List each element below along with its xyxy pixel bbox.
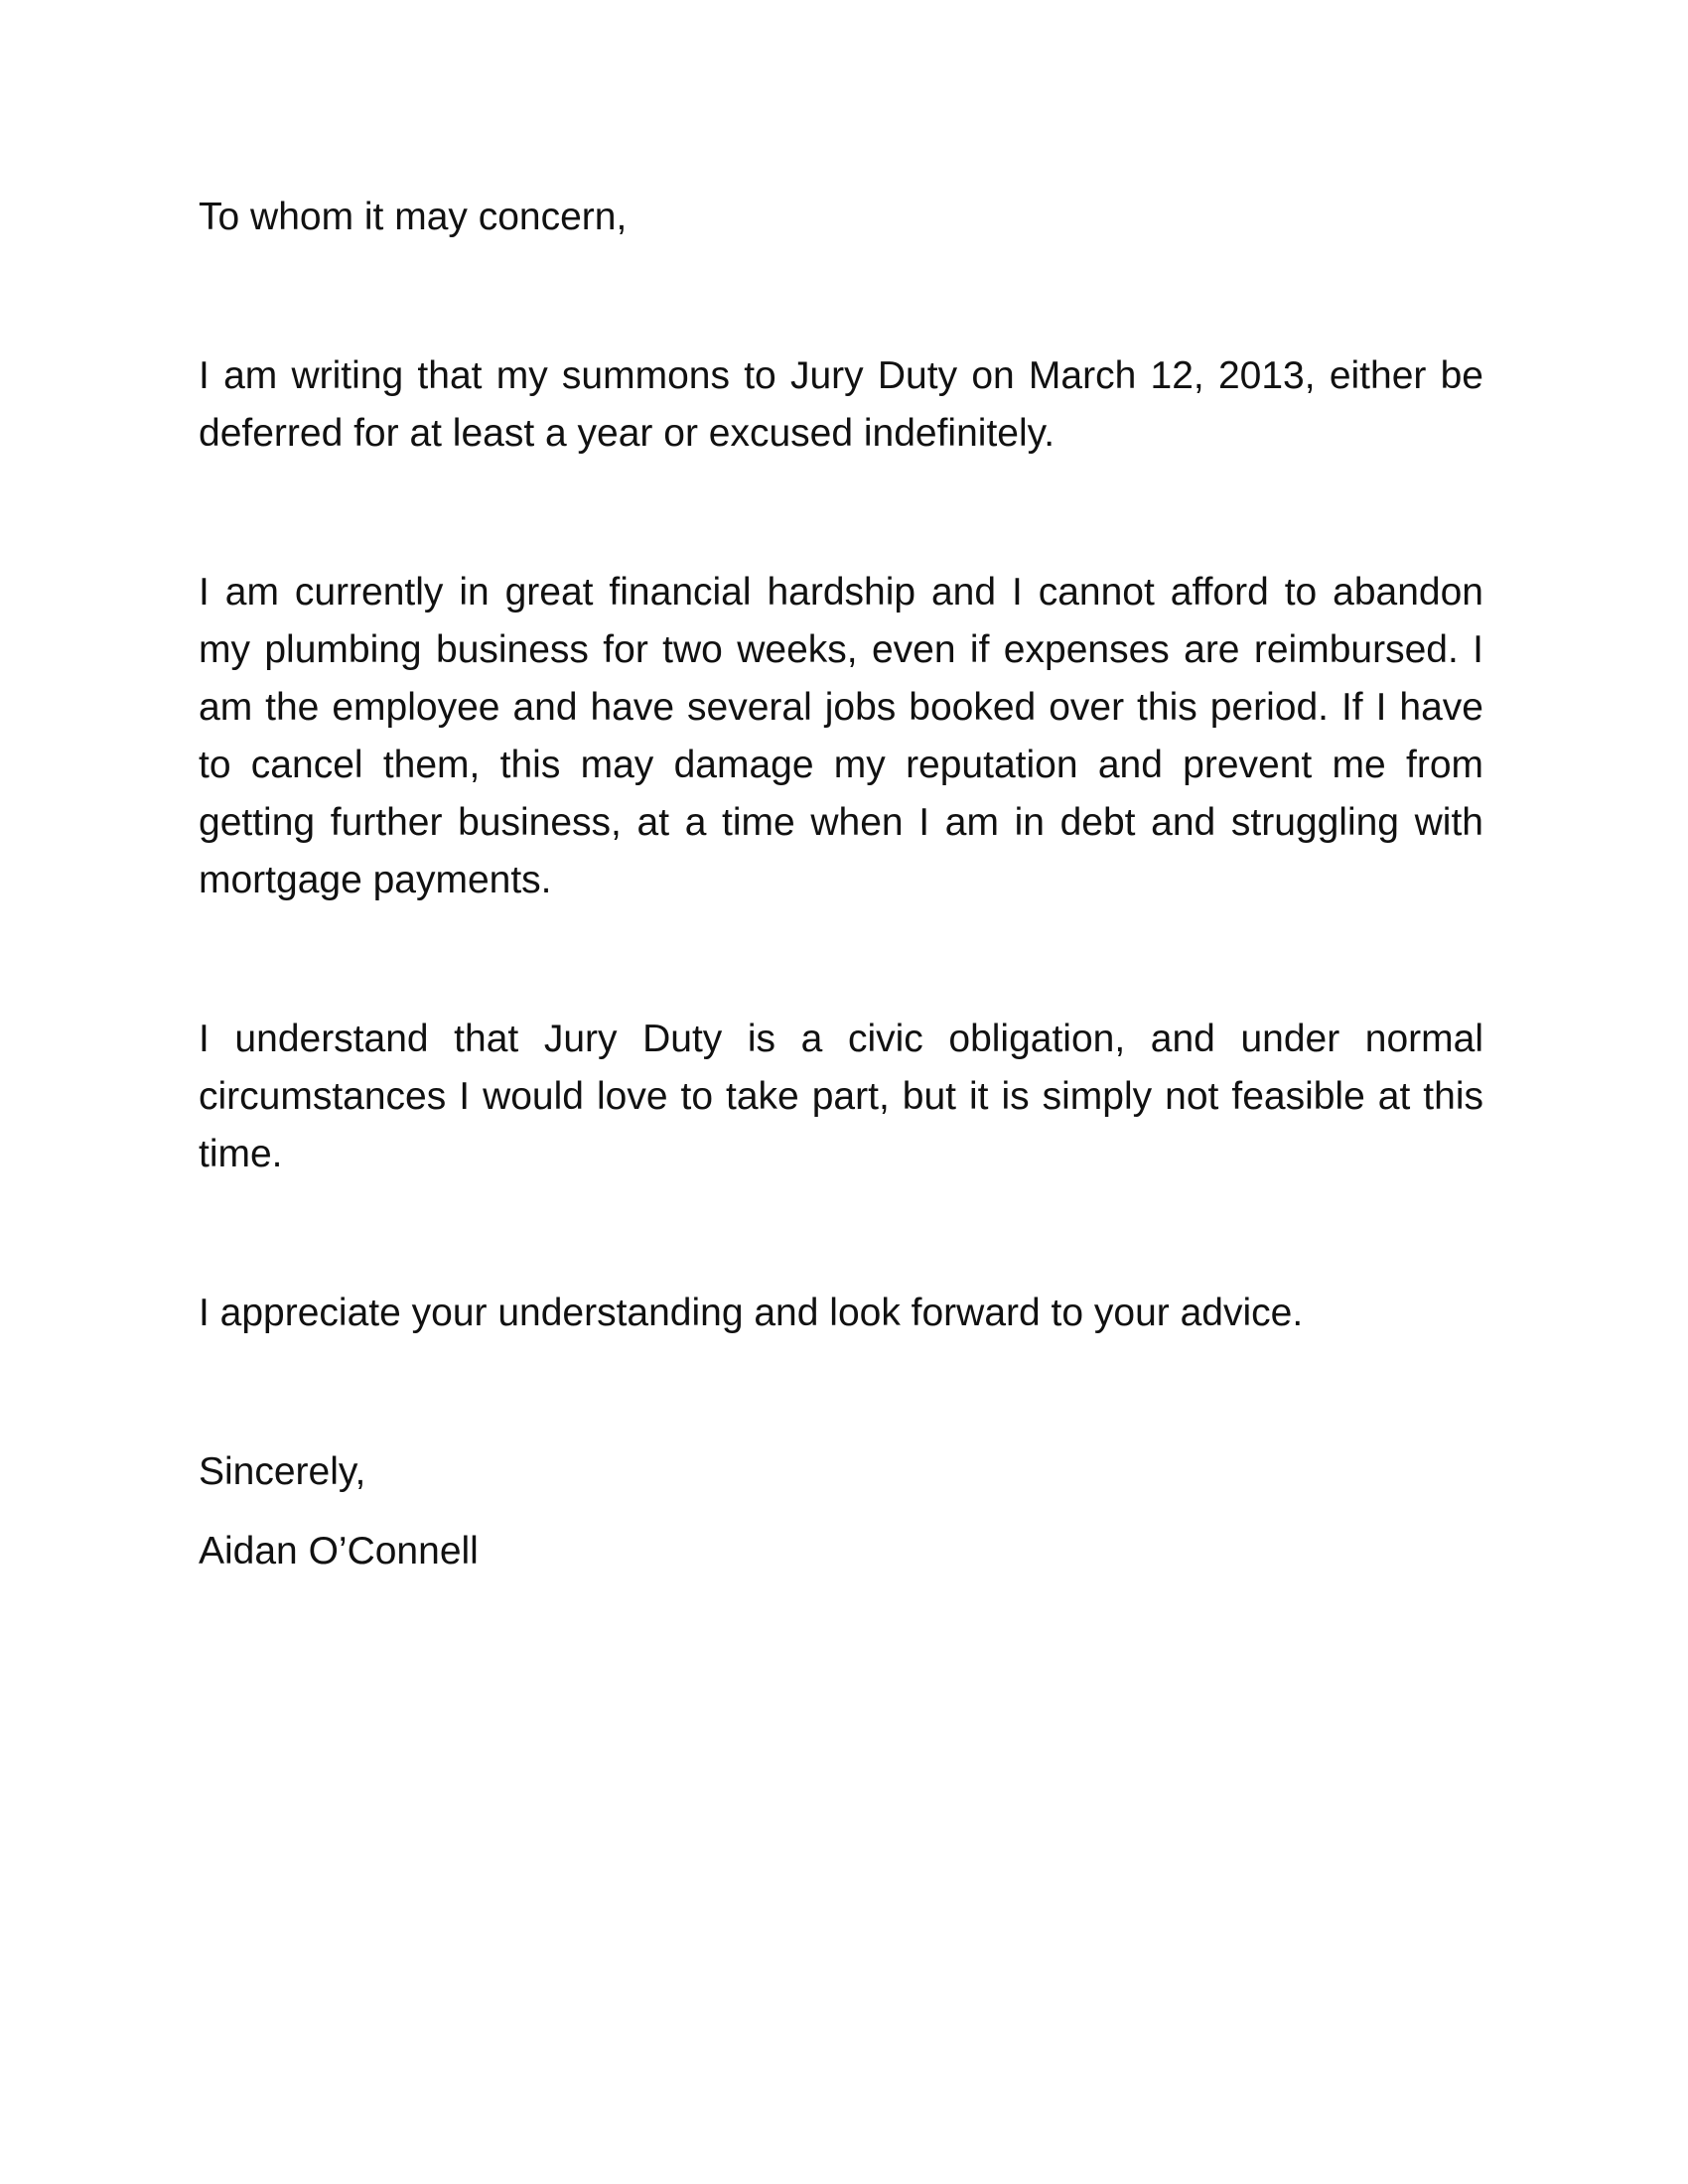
paragraph-request: I am writing that my summons to Jury Duty on March 12, 2013, either be deferred for at least a year or excused indefinitely. [199,354,1483,455]
signature-name: Aidan O’Connell [199,1530,479,1572]
letter-body [199,189,1483,1580]
paragraph-civic-obligation: I understand that Jury Duty is a civic obligation, and under normal circumstances I would love to take part, but it is simply not feasible at this time. [199,1018,1483,1175]
closing-line: I appreciate your understanding and look forward to your advice. [199,1292,1304,1334]
salutation: To whom it may concern, [199,196,628,238]
paragraph-hardship: I am currently in great financial hardship and I cannot afford to abandon my plumbing business for two weeks, even if expenses are reimbursed. I am the employee and have several jobs booked over this period. If I have to cancel them, this may damage my reputation and prevent me from getting further business, at a time when I am in debt and struggling with mortgage payments. [199,571,1483,901]
signoff: Sincerely, [199,1450,366,1493]
